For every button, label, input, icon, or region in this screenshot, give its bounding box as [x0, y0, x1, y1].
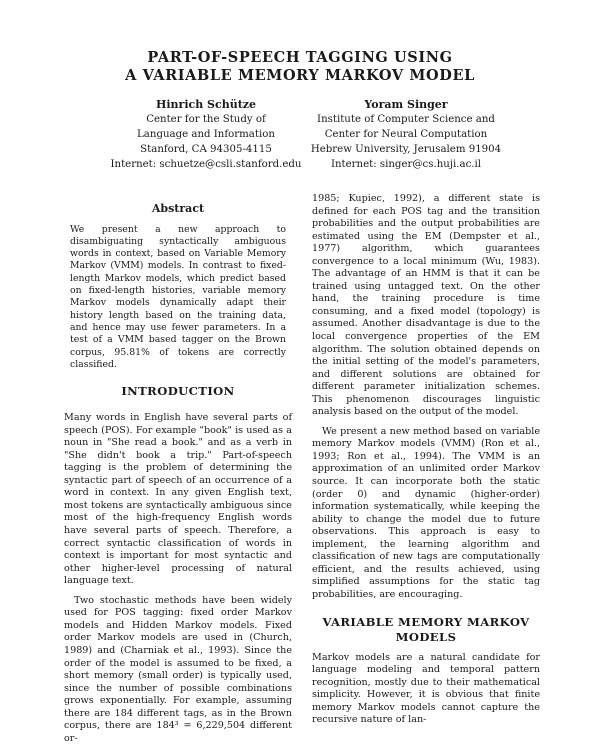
author-address: Stanford, CA 94305-4115: [140, 144, 272, 155]
right-paragraph-2: We present a new method based on variable memory Markov models (VMM) (Ron et al., 1993; Ron et al., 1994). The VMM is an approximation of an unlimited order Markov source. It can incorporate both the static (order 0) and dynamic (higher-order) information systematically, while keeping the ability to change the model due to future observations. This approach is easy to implement, the learning algorithm and classification of new tags are computationally efficient, and the results achieved, using simplified assumptions for the static tag probabilities, are encouraging.: [312, 425, 540, 600]
author-email: Internet: singer@cs.huji.ac.il: [330, 159, 482, 170]
author-block-1: [106, 97, 306, 172]
left-column: [64, 203, 292, 745]
intro-paragraph-1: Many words in English have several parts of speech (POS). For example "book" is used as a noun in "She read a book." and as a verb in "She didn't book a trip." Part-of-speech tagging is the problem of determining the syntactic part of speech of an occurrence of a word in context. In any given English text, most tokens are syntactically ambiguous since most of the high-frequency English words have several parts of speech. Therefore, a correct syntactic classification of words in context is important for most syntactic and other higher-level processing of natural language text.: [64, 412, 292, 587]
abstract-text: We present a new approach to disambiguating syntactically ambiguous words in context, based on Variable Memory Markov (VMM) models. In contrast to fixed-length Markov models, which predict based on fixed-length histories, variable memory Markov models dynamically adapt their history length based on the training data, and hence may use fewer parameters. In a test of a VMM based tagger on the Brown corpus, 95.81% of tokens are correctly classified.: [70, 223, 286, 370]
vmm-paragraph-1: Markov models are a natural candidate for language modeling and temporal pattern recognition, mostly due to their mathematical simplicity. However, it is obvious that finite memory Markov models cannot capture the recursive nature of lan-: [312, 651, 540, 726]
author-affiliation: Language and Information: [137, 129, 275, 140]
author-affiliation: Center for Neural Computation: [324, 129, 488, 140]
introduction-heading: INTRODUCTION: [121, 384, 235, 399]
author-name: Yoram Singer: [364, 98, 448, 111]
vmm-heading-line2: MODELS: [395, 629, 457, 644]
right-column: [312, 193, 540, 727]
right-paragraph-1: 1985; Kupiec, 1992), a different state is defined for each POS tag and the transition probabilities and the output probabilities are estimated using the EM (Dempster et al., 1977) algorithm, which guarantees convergence to a local minimum (Wu, 1983). The advantage of an HMM is that it can be trained using untagged text. On the other hand, the training procedure is time consuming, and a fixed model (topology) is assumed. Another disadvantage is due to the local convergence properties of the EM algorithm. The solution obtained depends on the initial setting of the model's parameters, and different solutions are obtained for different parameter initialization schemes. This phenomenon discourages linguistic analysis based on the output of the model.: [312, 193, 540, 418]
paper-title-line2: A VARIABLE MEMORY MARKOV MODEL: [125, 67, 475, 84]
author-block-2: [296, 97, 516, 172]
author-address: Hebrew University, Jerusalem 91904: [310, 144, 502, 155]
vmm-heading-line1: VARIABLE MEMORY MARKOV: [322, 614, 530, 629]
author-affiliation: Institute of Computer Science and: [317, 114, 495, 125]
author-affiliation: Center for the Study of: [146, 114, 266, 125]
abstract-heading: Abstract: [151, 202, 205, 215]
author-email: Internet: schuetze@csli.stanford.edu: [110, 159, 302, 170]
paper-title-line1: PART-OF-SPEECH TAGGING USING: [147, 49, 453, 66]
author-name: Hinrich Schütze: [155, 98, 257, 111]
intro-paragraph-2: Two stochastic methods have been widely used for POS tagging: fixed order Markov models and Hidden Markov models. Fixed order Markov models are used in (Church, 1989) and (Charniak et al., 1993). Since the order of the model is assumed to be fixed, a short memory (small order) is typically used, since the number of possible combinations grows exponentially. For example, assuming there are 184 different tags, as in the Brown corpus, there are 184³ = 6,229,504 different or-: [64, 594, 292, 744]
